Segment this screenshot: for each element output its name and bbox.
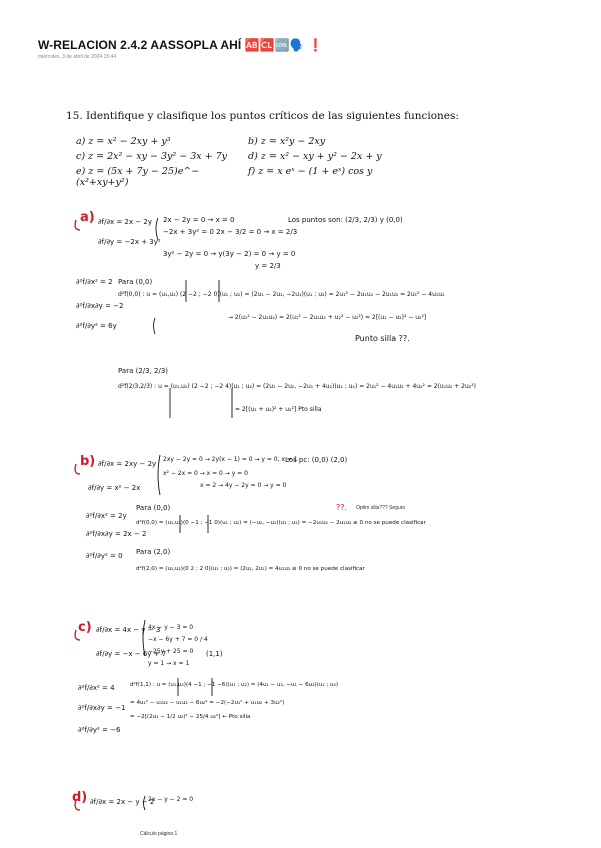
function-item-a: a) z = x² − 2xy + y³ — [76, 136, 171, 147]
a-second-2: ∂²f/∂x∂y = −2 — [76, 302, 124, 310]
b-dzdy: ∂f/∂y = x² − 2x — [88, 484, 141, 492]
a-system-4: y = 2/3 — [255, 262, 281, 270]
section-b-label: b) — [80, 454, 96, 469]
c-second-1: ∂²f/∂x² = 4 — [78, 684, 115, 692]
a-second-1: ∂²f/∂x² = 2 — [76, 278, 113, 286]
a-p1-result: Punto silla ??. — [355, 334, 410, 343]
c-points: (1,1) — [206, 650, 223, 658]
b-dzdx: ∂f/∂x = 2xy − 2y — [98, 460, 157, 468]
page-title: W-RELACION 2.4.2 AASSOPLA AHÍ 🆎🆑🆒🗣️ ❗ — [38, 38, 324, 52]
a-points: Los puntos son: (2/3, 2/3) y (0,0) — [288, 216, 403, 224]
a-p2-calc: d²f(2/3,2/3) : u = (u₁,u₂) (2 −2 ; −2 4)(u₁ ; u₂) = (2u₁ − 2u₂, −2u₁ + 4u₂)(u₁ ; u₂) = 2u₁² − 4u₁u₂ + 4u₂² = 2(u₁u₂ + 2u₂²) — [118, 383, 476, 390]
a-second-3: ∂²f/∂y² = 6y — [76, 322, 117, 330]
section-c-label: c) — [78, 620, 92, 635]
a-p1-title: Para (0,0) — [118, 278, 153, 286]
a-p1-calc: d²f(0,0) : u = (u₁,u₂) (2 −2 ; −2 0)(u₁ ; u₂) = (2u₁ − 2u₂, −2u₁)(u₁ ; u₂) = 2u₁² − 2u₁u₂ − 2u₁u₂ = 2u₁² − 4u₁u₂ — [118, 291, 445, 298]
c-calc-1: d²f(1,1) : u = (u₁,u₂)(4 −1 ; −1 −6)(u₁ ; u₂) = (4u₁ − u₂, −u₁ − 6u₂)(u₁ ; u₂) — [130, 682, 338, 688]
c-second-2: ∂²f/∂x∂y = −1 — [78, 704, 126, 712]
c-dzdx: ∂f/∂x = 4x − y − 3 — [96, 626, 161, 634]
section-d-label: d) — [72, 790, 88, 805]
c-system-4: y = 1 → x = 1 — [148, 660, 190, 667]
function-item-e: e) z = (5x + 7y − 25)e^−(x²+xy+y²) — [76, 166, 200, 188]
a-p1-line2: → 2(u₁² − 2u₁u₂) = 2(u₁² − 2u₁u₂ + u₂² − u₂²) = 2[(u₁ − u₂)² − u₂²] — [228, 314, 427, 321]
b-second-2: ∂²f/∂x∂y = 2x − 2 — [86, 530, 147, 538]
a-system-3: 3y² − 2y = 0 → y(3y − 2) = 0 → y = 0 — [163, 250, 296, 258]
b-p2-calc: d²f(2,0) = (u₁,u₂)(0 2 ; 2 0)(u₁ ; u₂) = (2u₂, 2u₁) = 4u₁u₂ ≥ 0 no se puede clasificar — [136, 566, 365, 572]
b-p1-calc: d²f(0,0) = (u₁,u₂)(0 −1 ; −1 0)(u₁ ; u₂) = (−u₂, −u₁)(u₁ ; u₂) = −2u₁u₂ − 2u₁u₂ ≥ 0 no se puede clasificar — [136, 520, 426, 526]
b-p1-title: Para (0,0) — [136, 504, 171, 512]
b-second-3: ∂²f/∂y² = 0 — [86, 552, 123, 560]
c-system-1: 4x − y − 3 = 0 — [148, 624, 194, 631]
b-system-2: x² − 2x = 0 → x = 0 → y = 0 — [163, 470, 248, 477]
b-points: Los pc: (0,0) (2,0) — [285, 456, 348, 464]
section-a-label: a) — [80, 210, 95, 225]
a-p2-title: Para (2/3, 2/3) — [118, 367, 169, 375]
a-system-1: 2x − 2y = 0 → x = 0 — [163, 216, 235, 224]
function-item-c: c) z = 2x² − xy − 3y² − 3x + 7y — [76, 151, 228, 162]
b-system-3: x = 2 → 4y − 2y = 0 → y = 0 — [200, 482, 287, 489]
b-system-1: 2xy − 2y = 0 → 2y(x − 1) = 0 → y = 0, x = 1 — [163, 456, 298, 463]
side-note: Optim silla??? Seguro — [356, 505, 406, 511]
c-dzdy: ∂f/∂y = −x − 6y + 7 — [96, 650, 167, 658]
a-system-2: −2x + 3y² = 0 2x − 3/2 = 0 → x = 2/3 — [163, 228, 298, 236]
c-system-2: −x − 6y + 7 = 0 /·4 — [148, 636, 208, 643]
page-date: miércoles, 3 de abril de 2024 15:44 — [38, 54, 117, 60]
c-second-3: ∂²f/∂y² = −6 — [78, 726, 121, 734]
d-system-1: 2x − y − 2 = 0 — [148, 796, 194, 803]
a-dzdy: ∂f/∂y = −2x + 3y² — [98, 238, 161, 246]
function-item-b: b) z = x²y − 2xy — [248, 136, 326, 147]
b-second-1: ∂²f/∂x² = 2y — [86, 512, 127, 520]
a-p2-line2: = 2[(u₁ + u₂)² + u₂²] Pto silla — [235, 406, 322, 413]
c-calc-2: = 4u₁² − u₁u₂ − u₁u₂ − 6u₂² = −2(−2u₁² + u₁u₂ + 3u₂²) — [130, 700, 285, 706]
c-system-3: −25y + 25 = 0 — [148, 648, 194, 655]
function-item-f: f) z = x eˣ − (1 + eˣ) cos y — [248, 166, 373, 177]
page-footer: Cálculo página 1 — [140, 831, 178, 837]
b-p1-note: ??. — [336, 503, 348, 512]
d-dzdx: ∂f/∂x = 2x − y − 2 — [90, 798, 155, 806]
c-calc-3: = −2[(2u₁ − 1/2 u₂)² − 25/4 u₂²] ← Pto silla — [130, 714, 251, 720]
function-item-d: d) z = x² − xy + y² − 2x + y — [248, 151, 382, 162]
b-p2-title: Para (2,0) — [136, 548, 171, 556]
problem-statement: 15. Identifique y clasifique los puntos críticos de las siguientes funciones: — [66, 110, 459, 122]
a-dzdx: ∂f/∂x = 2x − 2y — [98, 218, 153, 226]
